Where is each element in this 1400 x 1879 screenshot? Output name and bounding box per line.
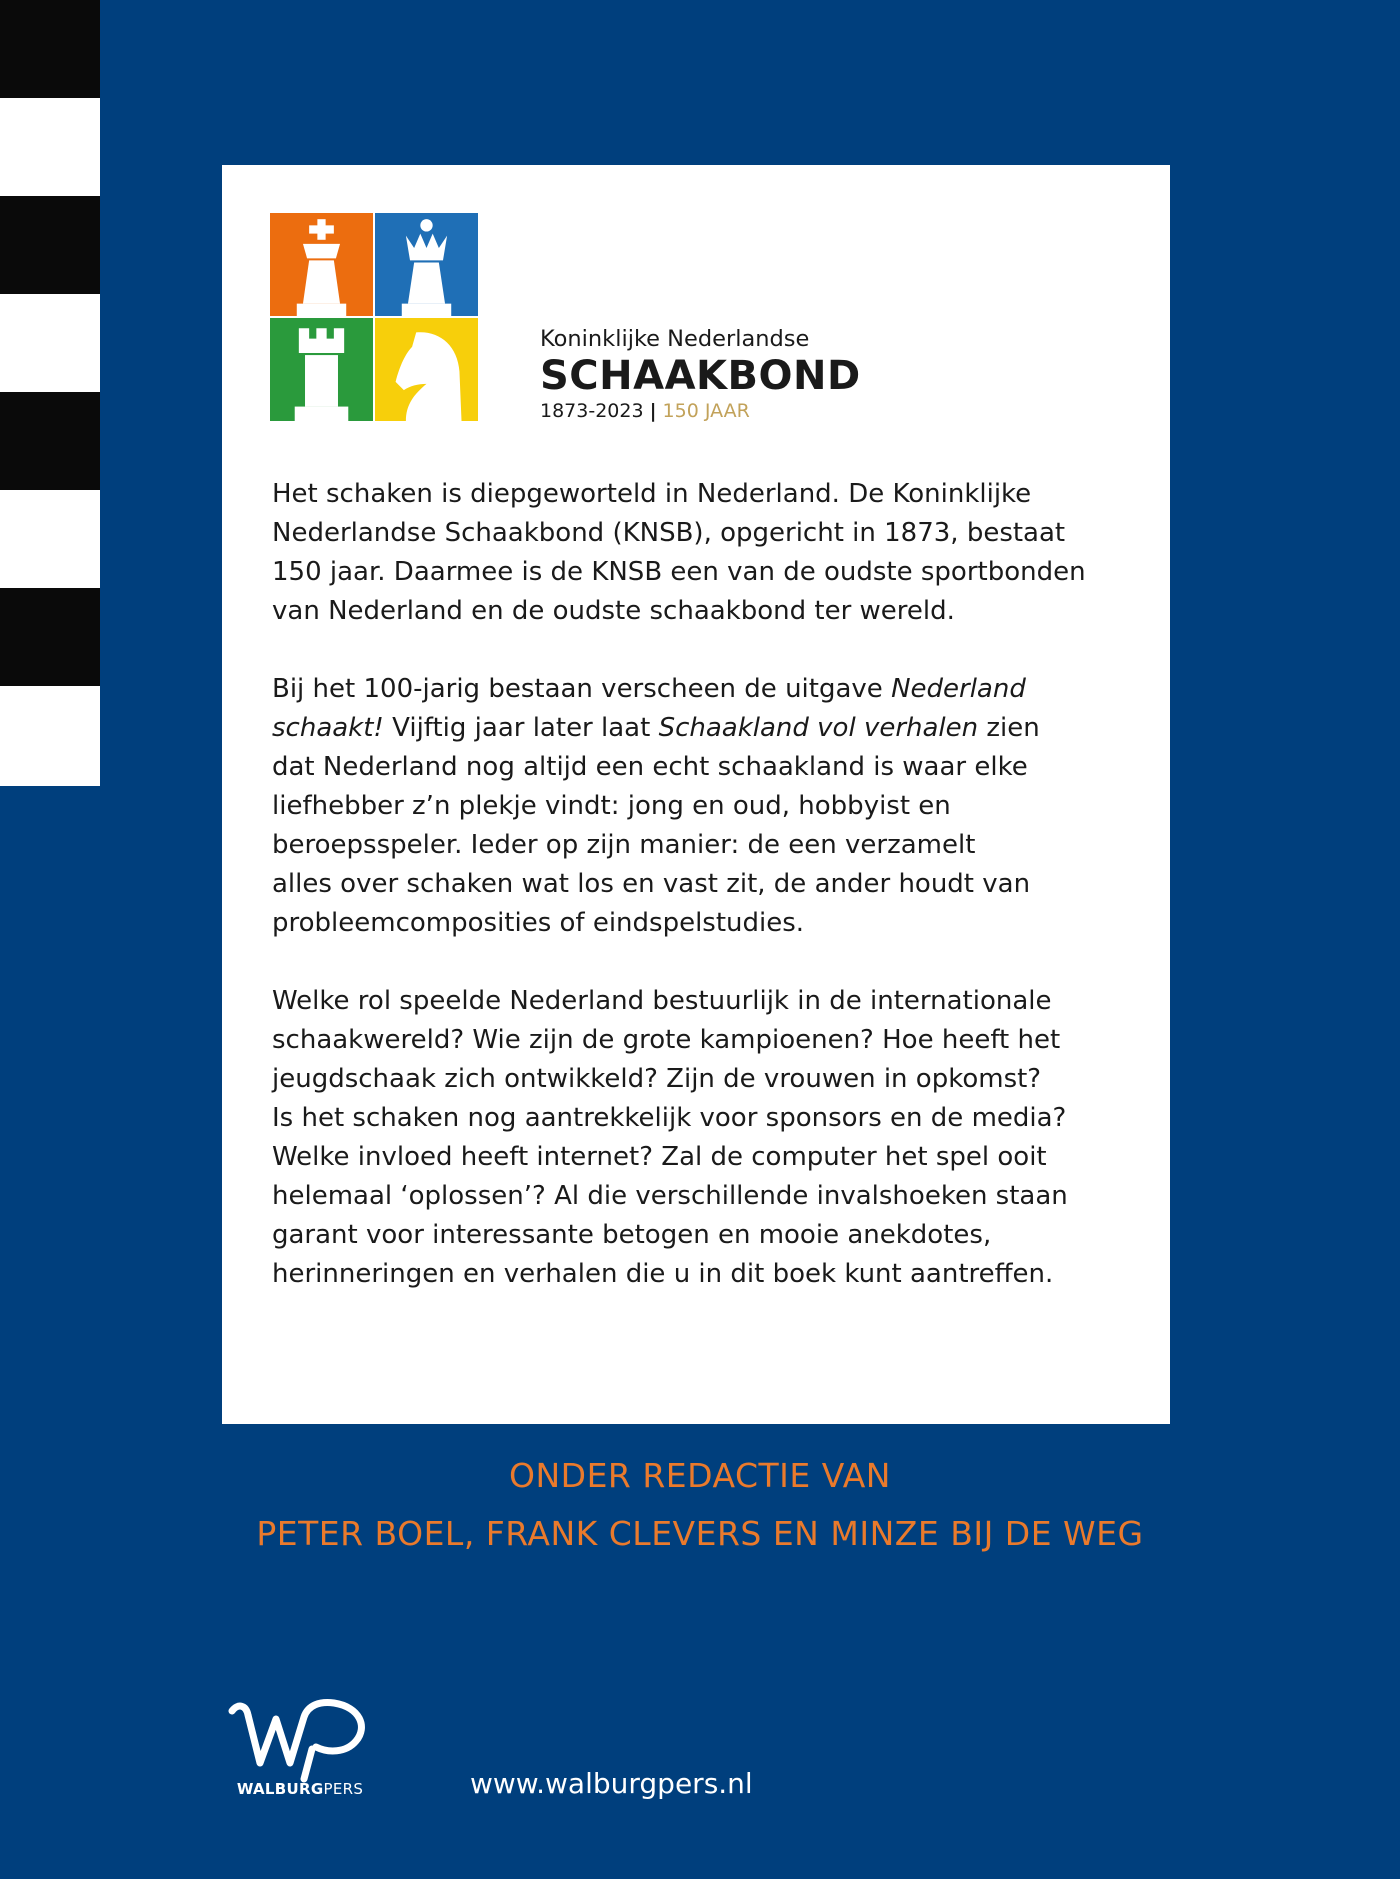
text-line: schaakwereld? Wie zijn de grote kampioenen? Hoe heeft het: [272, 1025, 1061, 1055]
paragraph-3: [272, 982, 1132, 1294]
paragraph-1: [272, 475, 1132, 631]
text-line: dat Nederland nog altijd een echt schaakland is waar elke: [272, 752, 1028, 782]
text-run: zien: [978, 713, 1040, 743]
text-run: Bij het 100-jarig bestaan verscheen de uitgave: [272, 674, 892, 704]
text-line: jeugdschaak zich ontwikkeld? Zijn de vrouwen in opkomst?: [272, 1064, 1042, 1094]
blurb: [272, 475, 1132, 1333]
text-line: van Nederland en de oudste schaakbond ter wereld.: [272, 596, 955, 626]
text-line: Nederlandse Schaakbond (KNSB), opgericht in 1873, bestaat: [272, 518, 1066, 548]
text-line: Welke invloed heeft internet? Zal de computer het spel ooit: [272, 1142, 1047, 1172]
logo-year-range: 1873-2023: [540, 400, 644, 422]
knsb-logo: [270, 213, 861, 423]
book-title-2: Schaakland vol verhalen: [658, 713, 979, 743]
text-run: Vijftig jaar later laat: [383, 713, 659, 743]
king-icon: [270, 213, 373, 316]
text-panel: [222, 165, 1170, 1424]
text-line: beroepsspeler. Ieder op zijn manier: de een verzamelt: [272, 830, 976, 860]
text-line: [272, 670, 1132, 709]
publisher-website: www.walburgpers.nl: [470, 1767, 753, 1800]
queen-icon: [375, 213, 478, 316]
text-line: [272, 709, 1132, 748]
logo-anniversary: 150 JAAR: [662, 400, 750, 422]
editors-names: PETER BOEL, FRANK CLEVERS EN MINZE BIJ DE WEG: [256, 1514, 1144, 1553]
rook-icon: [270, 318, 373, 421]
publisher-name-regular: PERS: [323, 1780, 364, 1798]
text-line: liefhebber z’n plekje vindt: jong en oud, hobbyist en: [272, 791, 951, 821]
publisher-name: [224, 1780, 376, 1798]
knsb-wordmark: [540, 326, 861, 423]
publisher-name-bold: WALBURG: [236, 1780, 324, 1798]
text-line: probleemcomposities of eindspelstudies.: [272, 908, 805, 938]
book-title-1: Nederland: [891, 674, 1026, 704]
book-title-1-end: schaakt!: [272, 713, 384, 743]
text-line: Het schaken is diepgeworteld in Nederland. De Koninklijke: [272, 479, 1032, 509]
logo-subtitle: Koninklijke Nederlandse: [540, 326, 810, 352]
editors-heading: ONDER REDACTIE VAN: [509, 1456, 891, 1495]
knight-icon: [375, 318, 478, 421]
text-line: garant voor interessante betogen en mooie anekdotes,: [272, 1220, 992, 1250]
text-line: 150 jaar. Daarmee is de KNSB een van de oudste sportbonden: [272, 557, 1086, 587]
text-line: herinneringen en verhalen die u in dit boek kunt aantreffen.: [272, 1259, 1054, 1289]
logo-separator: |: [649, 400, 657, 422]
text-line: Welke rol speelde Nederland bestuurlijk in de internationale: [272, 986, 1052, 1016]
logo-title: SCHAAKBOND: [540, 353, 861, 399]
text-line: Is het schaken nog aantrekkelijk voor sponsors en de media?: [272, 1103, 1067, 1133]
editors-credit: [0, 1447, 1400, 1563]
text-line: helemaal ‘oplossen’? Al die verschillende invalshoeken staan: [272, 1181, 1068, 1211]
text-line: alles over schaken wat los en vast zit, de ander houdt van: [272, 869, 1031, 899]
paragraph-2: [272, 670, 1132, 943]
logo-years: [540, 399, 861, 423]
